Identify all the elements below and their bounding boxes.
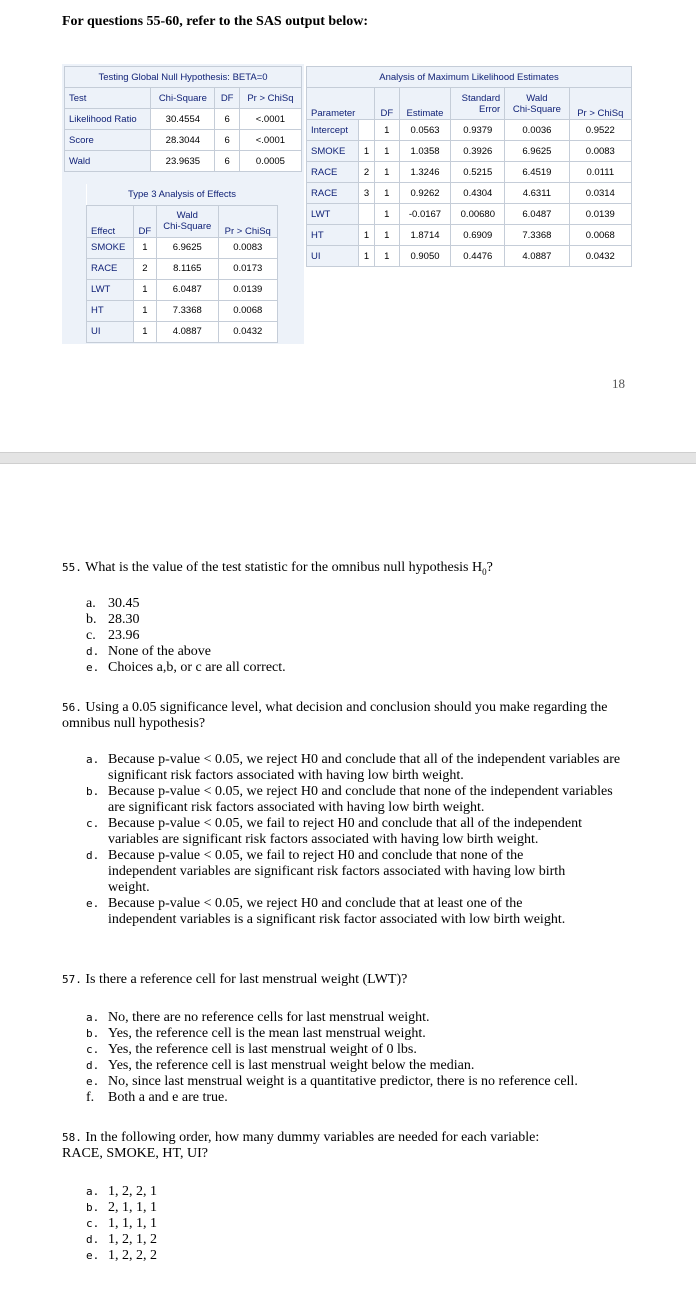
- se-value: 0.3926: [451, 141, 505, 162]
- df-value: 1: [133, 300, 156, 321]
- option-text: 23.96: [108, 628, 140, 643]
- test-name: Wald: [65, 151, 151, 172]
- option-text: Yes, the reference cell is last menstrual weight below the median.: [108, 1058, 475, 1073]
- global-null-caption: Testing Global Null Hypothesis: BETA=0: [65, 67, 302, 88]
- option-text: 1, 2, 1, 2: [108, 1232, 157, 1247]
- type3-table: [86, 184, 278, 343]
- option-d[interactable]: [86, 644, 286, 660]
- param-level: 2: [358, 162, 374, 183]
- option-e[interactable]: [86, 896, 566, 928]
- table-row: [307, 162, 632, 183]
- option-a[interactable]: [86, 596, 286, 612]
- col-df: DF: [133, 205, 156, 237]
- chisq-value: 4.0887: [157, 321, 218, 342]
- chisq-label: Chi-Square: [163, 221, 212, 232]
- option-letter: b.: [86, 785, 100, 798]
- option-letter: e.: [86, 1075, 100, 1088]
- option-b[interactable]: [86, 784, 622, 816]
- table-row: [307, 204, 632, 225]
- option-letter: c.: [86, 817, 100, 830]
- page-divider: [0, 452, 696, 464]
- p-value: 0.0111: [569, 162, 631, 183]
- option-text: 2, 1, 1, 1: [108, 1200, 157, 1215]
- option-d[interactable]: [86, 1058, 646, 1074]
- option-text: 1, 2, 2, 2: [108, 1248, 157, 1263]
- p-value: 0.0432: [569, 246, 631, 267]
- p-value: 0.0173: [218, 258, 278, 279]
- wald-label: Wald: [176, 210, 198, 221]
- effect-name: HT: [87, 300, 134, 321]
- option-letter: a.: [86, 596, 96, 611]
- chisq-value: 6.9625: [157, 237, 218, 258]
- question-number: 55.: [62, 561, 82, 574]
- p-value: <.0001: [239, 109, 301, 130]
- p-value: <.0001: [239, 130, 301, 151]
- effect-name: RACE: [87, 258, 134, 279]
- col-effect: Effect: [87, 205, 134, 237]
- param-level: 1: [358, 246, 374, 267]
- df-value: 1: [375, 120, 399, 141]
- col-wald-chisq: [505, 88, 569, 120]
- chisq-value: 6.9625: [505, 141, 569, 162]
- option-text: Yes, the reference cell is last menstrual weight of 0 lbs.: [108, 1042, 417, 1057]
- question-text: Using a 0.05 significance level, what decision and conclusion should you make regarding the omnibus null hypothesis?: [62, 700, 608, 731]
- option-text: Choices a,b, or c are all correct.: [108, 660, 286, 675]
- option-letter: e.: [86, 661, 100, 674]
- option-letter: b.: [86, 1201, 100, 1214]
- options-58: [86, 1184, 157, 1264]
- options-55: [86, 596, 286, 676]
- question-text: Is there a reference cell for last menstrual weight (LWT)?: [85, 972, 408, 987]
- option-letter: e.: [86, 1249, 100, 1262]
- table-row: [307, 225, 632, 246]
- df-value: 1: [375, 162, 399, 183]
- table-row: [87, 258, 278, 279]
- p-value: 0.0314: [569, 183, 631, 204]
- chisq-value: 7.3368: [505, 225, 569, 246]
- wald-label: Wald: [526, 92, 548, 104]
- df-value: 6: [215, 130, 239, 151]
- p-value: 0.0083: [569, 141, 631, 162]
- option-letter: a.: [86, 753, 100, 766]
- option-letter: b.: [86, 612, 97, 627]
- se-value: 0.4476: [451, 246, 505, 267]
- table-row: [87, 279, 278, 300]
- col-chisq: Chi-Square: [151, 88, 215, 109]
- chisq-value: 4.0887: [505, 246, 569, 267]
- p-value: 0.0083: [218, 237, 278, 258]
- col-wald-chisq: [157, 205, 218, 237]
- df-value: 1: [375, 246, 399, 267]
- question-text-line2: RACE, SMOKE, HT, UI?: [62, 1146, 208, 1161]
- question-number: 57.: [62, 973, 82, 986]
- option-c[interactable]: [86, 1216, 157, 1232]
- option-e[interactable]: [86, 660, 286, 676]
- option-e[interactable]: [86, 1074, 646, 1090]
- question-number: 56.: [62, 701, 82, 714]
- error-label: Error: [479, 103, 501, 115]
- df-value: 6: [215, 109, 239, 130]
- p-value: 0.9522: [569, 120, 631, 141]
- option-text: 1, 2, 2, 1: [108, 1184, 157, 1199]
- option-letter: c.: [86, 1043, 100, 1056]
- option-text: 28.30: [108, 612, 140, 627]
- estimate-value: 0.9050: [399, 246, 451, 267]
- chisq-value: 7.3368: [157, 300, 218, 321]
- option-c[interactable]: [86, 628, 286, 644]
- p-value: 0.0068: [569, 225, 631, 246]
- df-value: 1: [133, 321, 156, 342]
- param-level: [358, 204, 374, 225]
- option-d[interactable]: [86, 848, 566, 896]
- question-57: [62, 972, 407, 988]
- param-name: UI: [307, 246, 359, 267]
- option-c[interactable]: [86, 816, 622, 848]
- chisq-label: Chi-Square: [512, 103, 561, 115]
- option-letter: a.: [86, 1185, 100, 1198]
- question-text: In the following order, how many dummy variables are needed for each variable:: [85, 1130, 540, 1145]
- df-value: 1: [375, 225, 399, 246]
- option-letter: d.: [86, 849, 100, 862]
- option-text: Because p-value < 0.05, we fail to reject H0 and conclude that all of the independent variables are significant risk factors associated with having low birth weight.: [108, 816, 582, 847]
- effect-name: LWT: [87, 279, 134, 300]
- option-text: No, there are no reference cells for last menstrual weight.: [108, 1010, 430, 1025]
- estimate-value: -0.0167: [399, 204, 451, 225]
- question-text-end: ?: [486, 560, 493, 575]
- estimate-value: 1.8714: [399, 225, 451, 246]
- option-f[interactable]: [86, 1090, 646, 1106]
- option-letter: e.: [86, 897, 100, 910]
- param-level: 1: [358, 141, 374, 162]
- se-value: 0.4304: [451, 183, 505, 204]
- chisq-value: 6.4519: [505, 162, 569, 183]
- chisq-value: 23.9635: [151, 151, 215, 172]
- chisq-value: 30.4554: [151, 109, 215, 130]
- test-name: Likelihood Ratio: [65, 109, 151, 130]
- se-value: 0.9379: [451, 120, 505, 141]
- page-heading: For questions 55-60, refer to the SAS output below:: [62, 14, 369, 29]
- option-text: Both a and e are true.: [108, 1090, 228, 1105]
- table-row: [87, 321, 278, 342]
- df-value: 2: [133, 258, 156, 279]
- chisq-value: 6.0487: [505, 204, 569, 225]
- estimate-value: 0.9262: [399, 183, 451, 204]
- param-name: Intercept: [307, 120, 359, 141]
- global-null-table: [64, 66, 302, 172]
- option-letter: c.: [86, 1217, 100, 1230]
- col-p: Pr > ChiSq: [569, 88, 631, 120]
- col-std-error: [451, 88, 505, 120]
- option-text: Because p-value < 0.05, we fail to reject H0 and conclude that none of the independent variables are significant risk factors associated with having low birth weight.: [108, 848, 566, 895]
- p-value: 0.0432: [218, 321, 278, 342]
- table-row: [65, 109, 302, 130]
- table-row: [87, 300, 278, 321]
- col-parameter: Parameter: [307, 88, 375, 120]
- param-level: [358, 120, 374, 141]
- table-row: [65, 130, 302, 151]
- p-value: 0.0005: [239, 151, 301, 172]
- param-name: HT: [307, 225, 359, 246]
- col-test: Test: [65, 88, 151, 109]
- option-letter: c.: [86, 628, 96, 643]
- page-number: 18: [612, 376, 625, 391]
- option-text: 1, 1, 1, 1: [108, 1216, 157, 1231]
- mle-table: [306, 66, 632, 267]
- effect-name: SMOKE: [87, 237, 134, 258]
- param-name: SMOKE: [307, 141, 359, 162]
- option-text: Because p-value < 0.05, we reject H0 and conclude that at least one of the independent variables is a significant risk factor associated with low birth weight.: [108, 896, 566, 927]
- p-value: 0.0068: [218, 300, 278, 321]
- options-57: [86, 1010, 646, 1106]
- chisq-value: 8.1165: [157, 258, 218, 279]
- df-value: 1: [133, 279, 156, 300]
- type3-caption: Type 3 Analysis of Effects: [87, 184, 278, 205]
- se-value: 0.6909: [451, 225, 505, 246]
- table-row: [307, 141, 632, 162]
- col-df: DF: [215, 88, 239, 109]
- table-row: [87, 237, 278, 258]
- chisq-value: 6.0487: [157, 279, 218, 300]
- option-b[interactable]: [86, 612, 286, 628]
- option-text: Because p-value < 0.05, we reject H0 and conclude that all of the independent variables are significant risk factors associated with having low birth weight.: [108, 752, 621, 783]
- p-value: 0.0139: [218, 279, 278, 300]
- option-text: Because p-value < 0.05, we reject H0 and conclude that none of the independent variables are significant risk factors associated with having low birth weight.: [108, 784, 613, 815]
- table-row: [65, 151, 302, 172]
- table-row: [307, 246, 632, 267]
- mle-caption: Analysis of Maximum Likelihood Estimates: [307, 67, 632, 88]
- option-c[interactable]: [86, 1042, 646, 1058]
- question-number: 58.: [62, 1131, 82, 1144]
- df-value: 1: [133, 237, 156, 258]
- param-level: 3: [358, 183, 374, 204]
- option-text: None of the above: [108, 644, 212, 659]
- option-d[interactable]: [86, 1232, 157, 1248]
- subscript-zero: 0: [482, 566, 487, 577]
- test-name: Score: [65, 130, 151, 151]
- option-b[interactable]: [86, 1200, 157, 1216]
- option-letter: b.: [86, 1027, 100, 1040]
- df-value: 1: [375, 204, 399, 225]
- p-value: 0.0139: [569, 204, 631, 225]
- col-p: Pr > ChiSq: [239, 88, 301, 109]
- chisq-value: 4.6311: [505, 183, 569, 204]
- option-letter: f.: [86, 1090, 95, 1105]
- chisq-value: 0.0036: [505, 120, 569, 141]
- question-55: [62, 560, 493, 580]
- estimate-value: 1.3246: [399, 162, 451, 183]
- param-name: RACE: [307, 162, 359, 183]
- question-56: [62, 700, 642, 732]
- col-p: Pr > ChiSq: [218, 205, 278, 237]
- option-letter: d.: [86, 1059, 100, 1072]
- col-df: DF: [375, 88, 399, 120]
- param-level: 1: [358, 225, 374, 246]
- chisq-value: 28.3044: [151, 130, 215, 151]
- question-text: What is the value of the test statistic for the omnibus null hypothesis H: [85, 560, 483, 575]
- option-letter: d.: [86, 645, 100, 658]
- option-letter: a.: [86, 1011, 100, 1024]
- col-estimate: Estimate: [399, 88, 451, 120]
- estimate-value: 1.0358: [399, 141, 451, 162]
- se-value: 0.00680: [451, 204, 505, 225]
- options-56: [86, 752, 622, 928]
- df-value: 6: [215, 151, 239, 172]
- df-value: 1: [375, 183, 399, 204]
- se-value: 0.5215: [451, 162, 505, 183]
- table-row: [307, 120, 632, 141]
- standard-label: Standard: [461, 92, 501, 104]
- table-row: [307, 183, 632, 204]
- question-58: [62, 1130, 539, 1162]
- option-letter: d.: [86, 1233, 100, 1246]
- option-e[interactable]: [86, 1248, 157, 1264]
- df-value: 1: [375, 141, 399, 162]
- option-text: Yes, the reference cell is the mean last menstrual weight.: [108, 1026, 426, 1041]
- option-a[interactable]: [86, 1184, 157, 1200]
- param-name: RACE: [307, 183, 359, 204]
- option-text: No, since last menstrual weight is a quantitative predictor, there is no reference cell.: [108, 1074, 578, 1089]
- effect-name: UI: [87, 321, 134, 342]
- option-a[interactable]: [86, 1010, 646, 1026]
- param-name: LWT: [307, 204, 359, 225]
- option-b[interactable]: [86, 1026, 646, 1042]
- option-text: 30.45: [108, 596, 140, 611]
- option-a[interactable]: [86, 752, 622, 784]
- estimate-value: 0.0563: [399, 120, 451, 141]
